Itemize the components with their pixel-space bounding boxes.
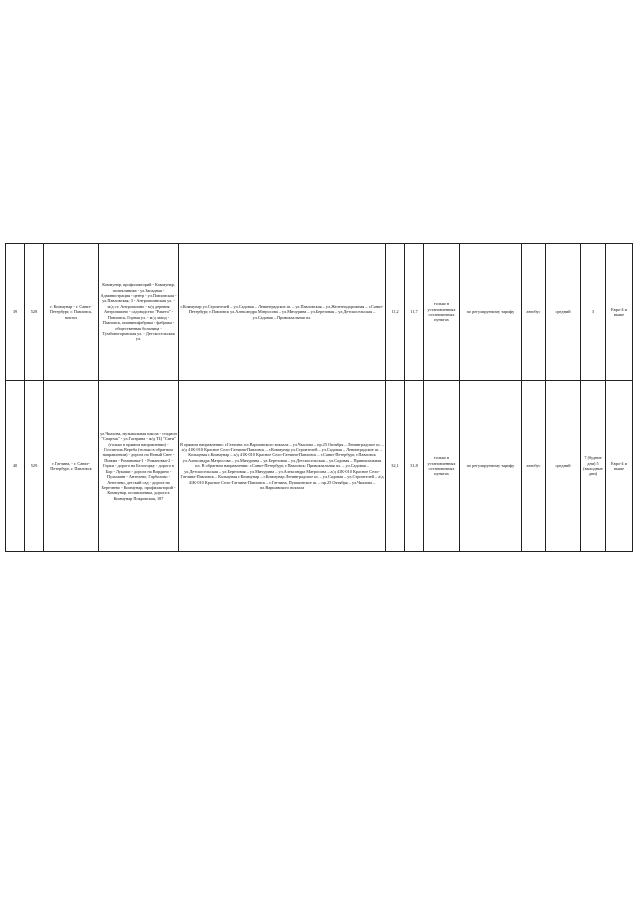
cell-endpoints: г.Гатчина, - г. Санкт-Петербург, г. Павловск: [44, 381, 99, 552]
cell-stop-order: только в установленных остановочных пунктах: [424, 244, 460, 381]
cell-tariff: по регулируемому тарифу: [460, 244, 522, 381]
cell-number: 40: [6, 381, 25, 552]
cell-length-backward: 31,8: [405, 381, 424, 552]
routes-table: [5, 243, 633, 552]
cell-number: 39: [6, 244, 25, 381]
cell-length-forward: 32,1: [386, 381, 405, 552]
cell-stops: Коммунар, профилакторий - Коммунар, поликлиника - ул.Западная - Администрация - центр - ул.Павловская - ул.Павловская, 3 - Антропшинская ул. - м/д ст. Антропшино - м/д деревня Антропшино - садоводство "Ракета" - Павловск, Горная ул. - м/д завод - Павловск, пианинофабрика - фабрика - общественная больница - Тумбовогоровская ул. - Детскосельская ул.: [99, 244, 179, 381]
table-row: [6, 381, 633, 552]
cell-stops: ул.Чкалова, музыкальная школа - стадион "Спартак" - ул.Гагарина - ж/д ТЦ "Сити" (только в прямом направлении) - Госпиталь Вереба (только в обратном направлении) - дорога на Новый Свет - Пижма - Романовка-1 - Романовка-2 - Горки - дорога на Белогорку - дорога в Бор - Лукаши - дорога на Вирдино - Пульманн - Антелево, Гарболово - Антелево, детский сад - дорога на Березнево - Коммунар, профилакторий - Коммунар, поликлиника, дорога к Коммунар Покровская, 187: [99, 381, 179, 552]
cell-eco: Евро-4 и выше: [606, 244, 633, 381]
cell-vehicle: автобус: [522, 244, 546, 381]
cell-vehicle: автобус: [522, 381, 546, 552]
cell-length-forward: 11,2: [386, 244, 405, 381]
cell-streets: В прямом направлении: г.Гатчина: пл.Варшавского вокзала – ул.Чкалова – пр.25 Октября – Ленинградское ш. – а/д 41К-010 Красное Село-Гатчина-Павловск – г.Коммунар ул.Строителей – ул.Садовая – Ленинградское ш. – Кольцевая г.Коммунар – а/д 41К-010 Красное Село-Гатчина-Павловск – г.Санкт-Петербург, г.Павловск ул.Александра Матросова – ул.Мичурина – ул.Березовая – ул.Детскосельская – ул.Садовая – Привокзальная пл. В обратном направлении: г.Санкт-Петербург, г.Павловск: Привокзальная пл. – ул.Садовая – ул.Детскосельская – ул.Березовая – ул.Мичурина – ул.Александра Матросова – а/д 41К-010 Красное Село-Гатчина-Павловск – Кольцевая г.Коммунар – г.Коммунар Ленинградское ш. – ул.Садовая – ул.Строителей – а/д 41К-010 Красное Село-Гатчина-Павловск – г.Гатчина, Пушкинское ш. – пр.25 Октября – ул.Чкалова – пл.Варшавского вокзала: [179, 381, 386, 552]
cell-count: 7 (будние дни) 5 (выходные дни): [581, 381, 606, 552]
table-row: [6, 244, 633, 381]
cell-length-backward: 11,7: [405, 244, 424, 381]
cell-route: 529: [25, 381, 44, 552]
cell-eco: Евро-4 и выше: [606, 381, 633, 552]
cell-stop-order: только в установленных остановочных пунктах: [424, 381, 460, 552]
cell-streets: г.Коммунар ул.Строителей – ул.Садовая – Ленинградское ш. – ул.Павловская – ул.Железнодорожная – г.Санкт-Петербург, г.Павловск ул.Александра Матросова – ул.Мичурина – ул.Березовая – ул.Детскосельская – ул.Садовая – Привокзальная пл.: [179, 244, 386, 381]
cell-class: средний: [546, 244, 581, 381]
cell-class: средний: [546, 381, 581, 552]
cell-tariff: по регулируемому тарифу: [460, 381, 522, 552]
cell-route: 528: [25, 244, 44, 381]
cell-count: 3: [581, 244, 606, 381]
cell-endpoints: г. Коммунар - г. Санкт-Петербург, г. Павловск, вокзал: [44, 244, 99, 381]
